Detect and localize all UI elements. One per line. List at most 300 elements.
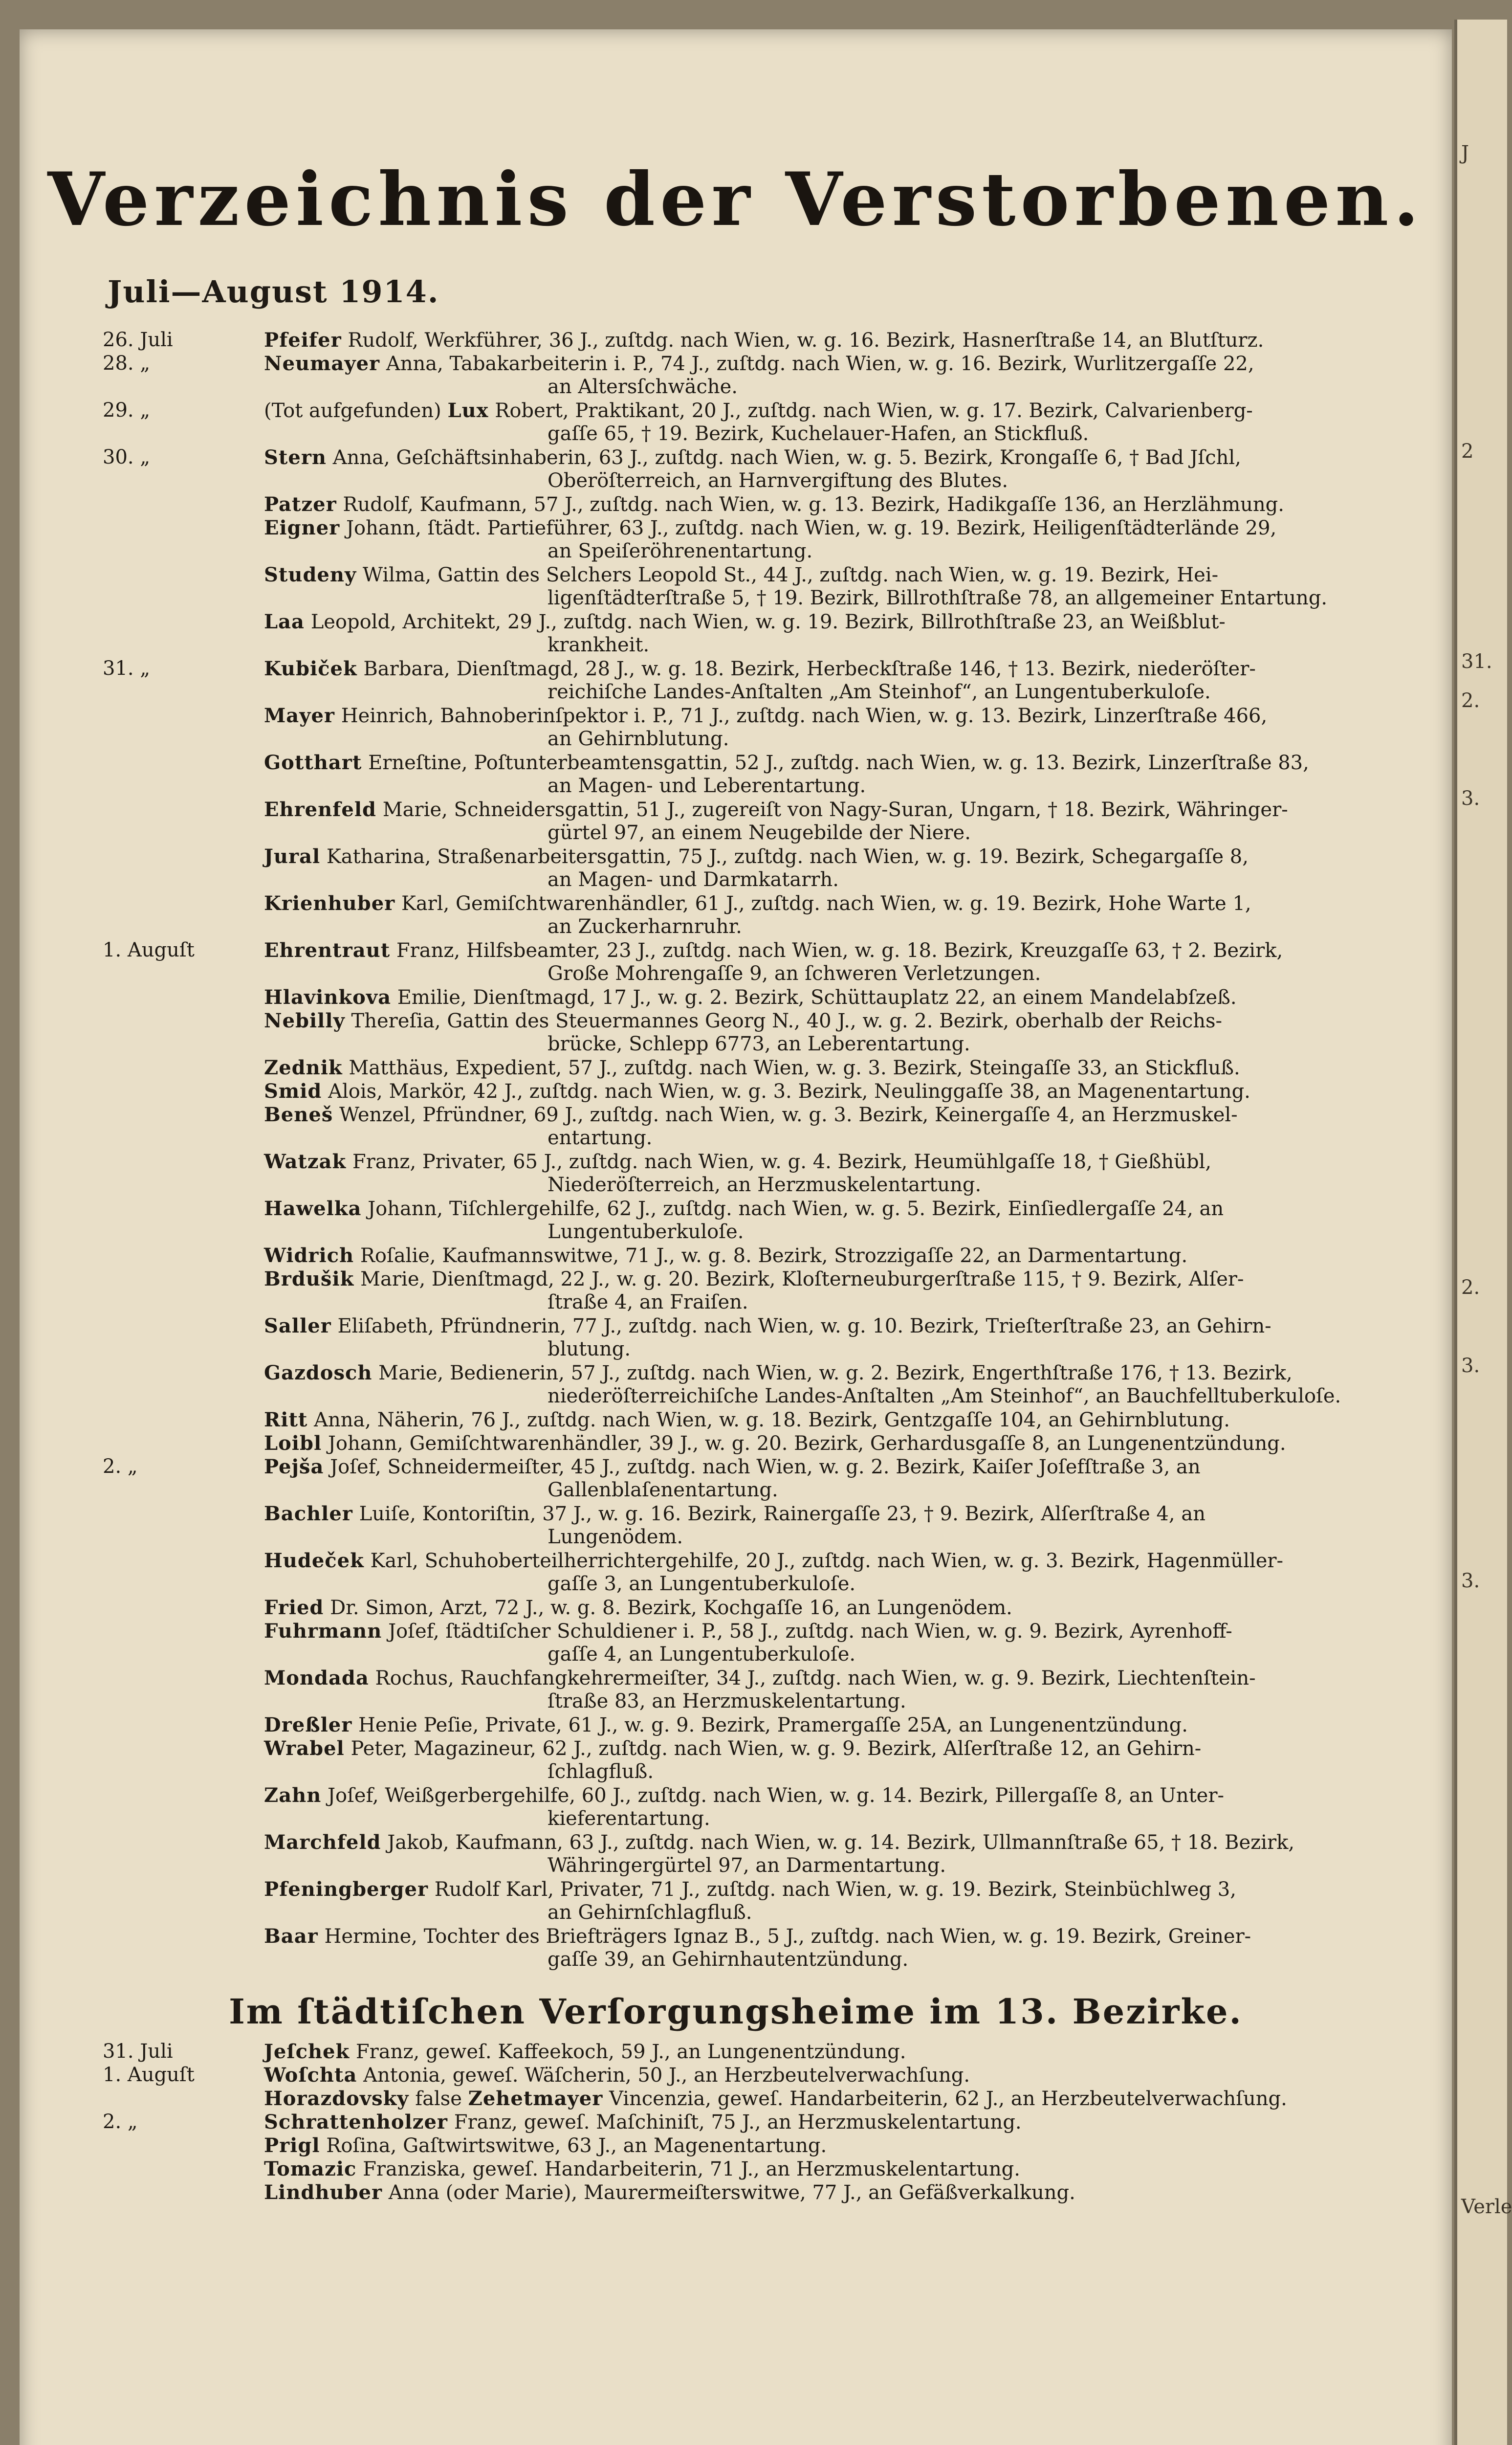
- entry-row: [20, 1361, 1452, 1385]
- deceased-name: Zednik: [264, 1056, 343, 1079]
- entry-continuation: [20, 634, 1452, 657]
- page-subtitle: Juli—August 1914.: [108, 274, 439, 310]
- entry-date: [103, 352, 213, 375]
- entry-row: [20, 1408, 1452, 1432]
- entry-date: [103, 329, 213, 351]
- entry-text: [264, 1549, 1283, 1572]
- entry-row: [20, 1620, 1452, 1643]
- entry-details: Eliſabeth, Pfründnerin, 77 J., zuſtdg. nach Wien, w. g. 10. Bezirk, Trieſterſtraße 23, an Gehirn-: [337, 1315, 1271, 1337]
- entry-day: 31.: [103, 657, 134, 680]
- entry-text: [548, 1033, 970, 1055]
- deceased-name: Brdušik: [264, 1267, 354, 1290]
- entry-text: [264, 1831, 1294, 1854]
- entry-row: [20, 1150, 1452, 1174]
- entry-row: [20, 657, 1452, 681]
- entry-text: [264, 1713, 1188, 1736]
- deceased-name: Jeſchek: [264, 2040, 350, 2063]
- entry-row: [20, 2181, 1452, 2204]
- entry-row: [20, 751, 1452, 775]
- deceased-name: Saller: [264, 1314, 331, 1337]
- entry-text: [264, 399, 1253, 422]
- deceased-name: Neumayer: [264, 352, 380, 375]
- entry-details: Anna, Tabakarbeiterin i. P., 74 J., zuſtdg. nach Wien, w. g. 16. Bezirk, Wurlitzergaſſe 22,: [386, 353, 1254, 375]
- entry-date: [103, 1455, 201, 1478]
- entry-details: Johann, ſtädt. Partieführer, 63 J., zuſtdg. nach Wien, w. g. 19. Bezirk, Heiligenſtädterlände 29,: [346, 517, 1277, 539]
- entry-text: [548, 1573, 855, 1595]
- entry-text: [548, 376, 738, 398]
- entry-text: [264, 1408, 1230, 1431]
- entry-row: [20, 610, 1452, 634]
- entry-text: [264, 1620, 1232, 1643]
- entry-continuation: [20, 376, 1452, 399]
- entry-text: [264, 2064, 970, 2087]
- entry-row: [20, 939, 1452, 962]
- deceased-name: Dreßler: [264, 1713, 352, 1736]
- adjacent-page-edge: [1454, 20, 1512, 2445]
- entry-continuation: [20, 1033, 1452, 1056]
- entry-text: [264, 657, 1256, 680]
- entry-details: Dr. Simon, Arzt, 72 J., w. g. 8. Bezirk, Kochgaſſe 16, an Lungenödem.: [330, 1597, 1012, 1619]
- document-page: [20, 29, 1452, 2445]
- entry-month: Juli: [140, 2040, 173, 2063]
- entry-details: Heinrich, Bahnoberinſpektor i. P., 71 J., zuſtdg. nach Wien, w. g. 13. Bezirk, Linzerſtraße 466,: [341, 705, 1268, 727]
- entry-date: [103, 2040, 213, 2063]
- entry-day: 28.: [103, 352, 134, 375]
- entry-continuation: [20, 775, 1452, 798]
- entry-month: „: [140, 657, 151, 680]
- entry-month: Juli: [140, 329, 173, 351]
- entry-text: [264, 1080, 1250, 1103]
- entry-row: [20, 1455, 1452, 1479]
- entry-details: reichiſche Landes-Anſtalten „Am Steinhof“, an Lungentuberkuloſe.: [548, 681, 1211, 703]
- entry-text: [264, 1925, 1251, 1948]
- entry-details: Rudolf Karl, Privater, 71 J., zuſtdg. nach Wien, w. g. 19. Bezirk, Steinbüchlweg 3,: [434, 1878, 1236, 1901]
- entry-details: Anna, Näherin, 76 J., zuſtdg. nach Wien, w. g. 18. Bezirk, Gentzgaſſe 104, an Gehirnblutung.: [314, 1409, 1230, 1431]
- entry-text: [548, 422, 1089, 445]
- entry-details: Franz, Privater, 65 J., zuſtdg. nach Wien, w. g. 4. Bezirk, Heumühlgaſſe 18, † Gießhübl,: [352, 1151, 1212, 1173]
- deceased-name: Gazdosch: [264, 1361, 373, 1384]
- entry-text: [548, 1291, 748, 1313]
- entry-details: blutung.: [548, 1338, 631, 1360]
- deceased-name: Baar: [264, 1925, 318, 1948]
- deceased-name: Horazdovsky: [264, 2087, 409, 2110]
- deceased-name: Stern: [264, 446, 327, 469]
- entry-details: an Speiſeröhrenentartung.: [548, 540, 813, 562]
- entry-month: „: [140, 399, 151, 422]
- entry-details: entartung.: [548, 1127, 653, 1149]
- entry-text: [264, 2181, 1075, 2204]
- deceased-name: Pfeifer: [264, 329, 342, 352]
- entry-details: Hermine, Tochter des Briefträgers Ignaz B., 5 J., zuſtdg. nach Wien, w. g. 19. Bezirk, Greiner-: [324, 1925, 1251, 1948]
- entry-note: false: [415, 2088, 462, 2110]
- entry-details: Katharina, Straßenarbeitersgattin, 75 J., zuſtdg. nach Wien, w. g. 19. Bezirk, Schegargaſſe 8,: [326, 845, 1249, 868]
- entry-details: Lungentuberkuloſe.: [548, 1221, 744, 1243]
- deceased-name: Ehrenfeld: [264, 798, 376, 821]
- entry-continuation: [20, 681, 1452, 704]
- entry-text: [548, 587, 1327, 609]
- deceased-name: Smid: [264, 1080, 322, 1103]
- entry-details: Oberöſterreich, an Harnvergiftung des Blutes.: [548, 469, 1008, 492]
- entry-month: „: [140, 352, 151, 375]
- adjacent-page-fragment: 2.: [1461, 1276, 1480, 1299]
- entry-row: [20, 2134, 1452, 2157]
- entry-row: [20, 1667, 1452, 1690]
- entry-details: Henie Peſie, Private, 61 J., w. g. 9. Bezirk, Pramergaſſe 25A, an Lungenentzündung.: [358, 1714, 1188, 1736]
- entry-text: [264, 563, 1218, 586]
- entry-details: Franz, geweſ. Kaffeekoch, 59 J., an Lungenentzündung.: [355, 2041, 906, 2063]
- entry-text: [264, 2157, 1020, 2180]
- entry-text: [264, 352, 1254, 375]
- entry-details: Johann, Tiſchlergehilfe, 62 J., zuſtdg. nach Wien, w. g. 5. Bezirk, Einſiedlergaſſe 24, an: [368, 1198, 1224, 1220]
- entry-details: gaſſe 4, an Lungentuberkuloſe.: [548, 1643, 856, 1666]
- entry-date: [103, 2111, 201, 2133]
- entry-text: [264, 2134, 827, 2157]
- entry-text: [264, 1667, 1256, 1689]
- deceased-name: Tomazic: [264, 2157, 357, 2180]
- deceased-name: Gotthart: [264, 751, 362, 774]
- entry-row: [20, 1713, 1452, 1737]
- entry-continuation: [20, 1127, 1452, 1150]
- entry-text: [264, 1455, 1201, 1478]
- entry-details: gürtel 97, an einem Neugebilde der Niere.: [548, 822, 971, 844]
- entry-row: [20, 2111, 1452, 2134]
- deceased-alias-name: Zehetmayer: [468, 2087, 603, 2110]
- entry-row: [20, 1502, 1452, 1526]
- entry-text: [548, 1526, 683, 1548]
- entry-details: kieferentartung.: [548, 1807, 710, 1830]
- entry-continuation: [20, 728, 1452, 751]
- entry-continuation: [20, 1573, 1452, 1596]
- entry-text: [548, 540, 812, 562]
- entry-text: [548, 915, 742, 938]
- entry-details: Peter, Magazineur, 62 J., zuſtdg. nach Wien, w. g. 9. Bezirk, Alſerſtraße 12, an Gehirn-: [351, 1737, 1202, 1760]
- entry-text: [264, 2087, 1287, 2110]
- deceased-name: Mondada: [264, 1667, 369, 1689]
- entry-text: [264, 892, 1251, 915]
- adjacent-page-fragment: 2: [1461, 440, 1474, 463]
- entry-day: 1.: [103, 2064, 122, 2086]
- entry-continuation: [20, 1526, 1452, 1549]
- section-title: Im ſtädtiſchen Verſorgungsheime im 13. Bezirke.: [229, 1991, 1243, 2032]
- entry-text: [264, 493, 1284, 516]
- deceased-name: Fuhrmann: [264, 1620, 382, 1643]
- deceased-name: Laa: [264, 610, 305, 633]
- deceased-name: Hawelka: [264, 1197, 362, 1220]
- entry-details: Joſef, ſtädtiſcher Schuldiener i. P., 58 J., zuſtdg. nach Wien, w. g. 9. Bezirk, Ayrenhoff-: [388, 1620, 1232, 1643]
- entry-details: Große Mohrengaſſe 9, an ſchweren Verletzungen.: [548, 962, 1041, 985]
- entry-text: [548, 1807, 710, 1830]
- entry-continuation: [20, 540, 1452, 563]
- entry-text: [548, 962, 1041, 985]
- entry-row: [20, 1103, 1452, 1127]
- entry-row: [20, 352, 1452, 376]
- entry-day: 29.: [103, 399, 134, 422]
- entry-details: Johann, Gemiſchtwarenhändler, 39 J., w. g. 20. Bezirk, Gerhardusgaſſe 8, an Lungenentzündung.: [328, 1432, 1286, 1455]
- entry-date: [103, 939, 201, 961]
- entry-row: [20, 563, 1452, 587]
- entry-text: [264, 1314, 1271, 1337]
- entry-text: [264, 939, 1283, 962]
- entry-text: [548, 1127, 652, 1149]
- entry-day: 26.: [103, 329, 134, 351]
- deceased-name: Ritt: [264, 1408, 308, 1431]
- deceased-name: Schrattenholzer: [264, 2111, 448, 2134]
- entry-row: [20, 845, 1452, 868]
- entry-text: [264, 1737, 1201, 1760]
- entry-details: an Magen- und Leberentartung.: [548, 775, 866, 797]
- deceased-name: Loibl: [264, 1432, 322, 1455]
- entry-text: [264, 516, 1276, 539]
- deceased-name: Patzer: [264, 493, 337, 516]
- entry-details: Gallenblaſenentartung.: [548, 1479, 778, 1501]
- entry-row: [20, 1009, 1452, 1033]
- entry-details: an Magen- und Darmkatarrh.: [548, 868, 839, 891]
- page-title: Verzeichnis der Verstorbenen.: [47, 156, 1424, 243]
- entry-details: Roſina, Gaſtwirtswitwe, 63 J., an Magenentartung.: [326, 2134, 827, 2157]
- entry-details: Währingergürtel 97, an Darmentartung.: [548, 1854, 946, 1877]
- entry-row: [20, 1314, 1452, 1338]
- entry-details: Rochus, Rauchfangkehrermeiſter, 34 J., zuſtdg. nach Wien, w. g. 9. Bezirk, Liechtenſtein-: [375, 1667, 1256, 1689]
- adjacent-page-fragment: 31.: [1461, 650, 1492, 673]
- entry-text: [548, 1338, 631, 1360]
- entry-details: Rudolf, Kaufmann, 57 J., zuſtdg. nach Wien, w. g. 13. Bezirk, Hadikgaſſe 136, an Herzlähmung.: [343, 493, 1285, 516]
- deceased-name: Watzak: [264, 1150, 347, 1173]
- adjacent-page-fragment: 2.: [1461, 689, 1480, 712]
- deceased-name: Nebilly: [264, 1009, 345, 1032]
- entry-details: Niederöſterreich, an Herzmuskelentartung.: [548, 1174, 982, 1196]
- entry-text: [264, 1267, 1244, 1290]
- deceased-name: Kubiček: [264, 657, 357, 680]
- deceased-name: Mayer: [264, 704, 335, 727]
- deceased-name: Zahn: [264, 1784, 322, 1807]
- entry-text: [264, 1361, 1293, 1384]
- entry-continuation: [20, 1385, 1452, 1408]
- deceased-name: Fried: [264, 1596, 324, 1619]
- entry-text: [264, 2040, 906, 2063]
- entry-text: [264, 1502, 1205, 1525]
- entry-row: [20, 329, 1452, 352]
- entry-details: Roſalie, Kaufmannswitwe, 71 J., w. g. 8. Bezirk, Strozzigaſſe 22, an Darmentartung.: [360, 1245, 1188, 1267]
- deceased-name: Studeny: [264, 563, 357, 586]
- entry-details: Marie, Schneidersgattin, 51 J., zugereiſt von Nagy-Suran, Ungarn, † 18. Bezirk, Währinger-: [382, 799, 1288, 821]
- entry-continuation: [20, 1174, 1452, 1197]
- entry-text: [548, 1948, 908, 1971]
- entry-details: Karl, Gemiſchtwarenhändler, 61 J., zuſtdg. nach Wien, w. g. 19. Bezirk, Hohe Warte 1,: [401, 892, 1251, 915]
- entry-details: ligenſtädterſtraße 5, † 19. Bezirk, Billrothſtraße 78, an allgemeiner Entartung.: [548, 587, 1328, 609]
- entry-day: 1.: [103, 939, 122, 961]
- deceased-name: Ehrentraut: [264, 939, 391, 962]
- death-register-list: [20, 329, 1452, 2204]
- entry-details: gaſſe 39, an Gehirnhautentzündung.: [548, 1948, 909, 1971]
- entry-details: Alois, Markör, 42 J., zuſtdg. nach Wien, w. g. 3. Bezirk, Neulinggaſſe 38, an Magenentartung.: [328, 1080, 1250, 1103]
- entry-text: [548, 1174, 981, 1196]
- entry-row: [20, 1878, 1452, 1901]
- entry-row: [20, 1784, 1452, 1807]
- deceased-name: Lux: [447, 399, 489, 422]
- deceased-name: Hudeček: [264, 1549, 364, 1572]
- entry-details: Emilie, Dienſtmagd, 17 J., w. g. 2. Bezirk, Schüttauplatz 22, an einem Mandelabſzeß.: [397, 986, 1237, 1009]
- entry-details: an Gehirnſchlagfluß.: [548, 1901, 752, 1924]
- entry-text: [548, 634, 649, 656]
- entry-row: [20, 1080, 1452, 1103]
- deceased-name: Hlavinkova: [264, 986, 391, 1009]
- adjacent-page-fragment: Verle: [1461, 2196, 1512, 2218]
- entry-details: Matthäus, Expedient, 57 J., zuſtdg. nach Wien, w. g. 3. Bezirk, Steingaſſe 33, an Stickfluß.: [349, 1057, 1240, 1079]
- entry-row: [20, 892, 1452, 915]
- entry-row: [20, 516, 1452, 540]
- entry-row: [20, 1267, 1452, 1291]
- entry-details: Robert, Praktikant, 20 J., zuſtdg. nach Wien, w. g. 17. Bezirk, Calvarienberg-: [495, 400, 1253, 422]
- entry-text: [264, 1432, 1286, 1455]
- entry-details: Wilma, Gattin des Selchers Leopold St., 44 J., zuſtdg. nach Wien, w. g. 19. Bezirk, Hei-: [362, 564, 1219, 586]
- entry-day: 31.: [103, 2040, 134, 2063]
- entry-details: Wenzel, Pfründner, 69 J., zuſtdg. nach Wien, w. g. 3. Bezirk, Keinergaſſe 4, an Herzmuskel-: [339, 1104, 1238, 1126]
- entry-text: [548, 728, 729, 750]
- entry-text: [264, 2111, 1022, 2134]
- entry-details: Thereſia, Gattin des Steuermannes Georg N., 40 J., w. g. 2. Bezirk, oberhalb der Reichs-: [351, 1010, 1223, 1032]
- deceased-name: Beneš: [264, 1103, 333, 1126]
- entry-details: an Gehirnblutung.: [548, 728, 729, 750]
- entry-row: [20, 446, 1452, 469]
- entry-details: Vincenzia, geweſ. Handarbeiterin, 62 J., an Herzbeutelverwachſung.: [609, 2088, 1287, 2110]
- entry-details: ſchlagfluß.: [548, 1760, 654, 1783]
- entry-row: [20, 1925, 1452, 1948]
- entry-row: [20, 2064, 1452, 2087]
- entry-continuation: [20, 1338, 1452, 1361]
- entry-text: [548, 681, 1211, 703]
- entry-continuation: [20, 868, 1452, 892]
- entry-details: Franziska, geweſ. Handarbeiterin, 71 J., an Herzmuskelentartung.: [363, 2158, 1020, 2180]
- entry-details: gaſſe 65, † 19. Bezirk, Kuchelauer-Hafen, an Stickfluß.: [548, 422, 1089, 445]
- deceased-name: Pfeningberger: [264, 1878, 429, 1901]
- entry-text: [548, 1854, 946, 1877]
- deceased-name: Widrich: [264, 1244, 354, 1267]
- entry-continuation: [20, 1948, 1452, 1972]
- entry-day: 30.: [103, 446, 134, 468]
- entry-month: Auguſt: [127, 939, 195, 961]
- adjacent-page-fragment: 3.: [1461, 1570, 1480, 1592]
- entry-row: [20, 399, 1452, 422]
- entry-text: [548, 1221, 744, 1243]
- entry-row: [20, 986, 1452, 1009]
- entry-details: Anna, Geſchäftsinhaberin, 63 J., zuſtdg. nach Wien, w. g. 5. Bezirk, Krongaſſe 6, † Bad Jſchl,: [332, 446, 1241, 469]
- entry-continuation: [20, 822, 1452, 845]
- entry-continuation: [20, 1690, 1452, 1713]
- entry-details: Leopold, Architekt, 29 J., zuſtdg. nach Wien, w. g. 19. Bezirk, Billrothſtraße 23, an Weißblut-: [310, 611, 1226, 633]
- adjacent-page-fragment: 3.: [1461, 787, 1480, 810]
- entry-continuation: [20, 1221, 1452, 1244]
- entry-continuation: [20, 1760, 1452, 1784]
- entry-month: „: [127, 2111, 138, 2133]
- entry-continuation: [20, 469, 1452, 493]
- entry-text: [264, 329, 1264, 352]
- entry-details: Anna (oder Marie), Maurermeiſterswitwe, 77 J., an Gefäßverkalkung.: [388, 2181, 1075, 2204]
- entry-continuation: [20, 1854, 1452, 1878]
- entry-details: Erneſtine, Poſtunterbeamtensgattin, 52 J., zuſtdg. nach Wien, w. g. 13. Bezirk, Linzerſtraße 83,: [368, 752, 1309, 774]
- entry-prefix: (Tot aufgefunden): [264, 400, 441, 422]
- entry-row: [20, 2040, 1452, 2064]
- entry-details: ſtraße 83, an Herzmuskelentartung.: [548, 1690, 906, 1712]
- entry-month: Auguſt: [127, 2064, 195, 2086]
- entry-day: 2.: [103, 2111, 122, 2133]
- entry-details: niederöſterreichiſche Landes-Anſtalten „Am Steinhof“, an Bauchfelltuberkuloſe.: [548, 1385, 1341, 1407]
- entry-row: [20, 2087, 1452, 2111]
- entry-details: Joſef, Schneidermeiſter, 45 J., zuſtdg. nach Wien, w. g. 2. Bezirk, Kaiſer Joſefſtraße 3, an: [330, 1456, 1201, 1478]
- entry-date: [103, 657, 213, 680]
- entry-text: [264, 986, 1237, 1009]
- entry-details: Barbara, Dienſtmagd, 28 J., w. g. 18. Bezirk, Herbeckſtraße 146, † 13. Bezirk, niederöſter-: [363, 658, 1256, 680]
- entry-day: 2.: [103, 1455, 122, 1478]
- deceased-name: Lindhuber: [264, 2181, 383, 2204]
- entry-details: Antonia, geweſ. Wäſcherin, 50 J., an Herzbeutelverwachſung.: [363, 2064, 970, 2087]
- entry-row: [20, 1056, 1452, 1080]
- deceased-name: Pejša: [264, 1455, 324, 1478]
- entry-details: Rudolf, Werkführer, 36 J., zuſtdg. nach Wien, w. g. 16. Bezirk, Hasnerſtraße 14, an Blutſturz.: [348, 329, 1264, 352]
- entry-row: [20, 1831, 1452, 1854]
- entry-details: krankheit.: [548, 634, 650, 656]
- entry-text: [264, 1197, 1224, 1220]
- entry-details: ſtraße 4, an Fraiſen.: [548, 1291, 748, 1313]
- entry-continuation: [20, 1479, 1452, 1502]
- entry-continuation: [20, 587, 1452, 610]
- entry-row: [20, 704, 1452, 728]
- adjacent-page-fragment: 3.: [1461, 1355, 1480, 1377]
- entry-continuation: [20, 1643, 1452, 1667]
- entry-text: [264, 1150, 1211, 1173]
- entry-details: Lungenödem.: [548, 1526, 683, 1548]
- deceased-name: Wrabel: [264, 1737, 345, 1760]
- entry-row: [20, 493, 1452, 516]
- section-heading: [20, 1972, 1452, 2040]
- entry-row: [20, 1197, 1452, 1221]
- entry-continuation: [20, 422, 1452, 446]
- entry-text: [264, 751, 1309, 774]
- entry-row: [20, 1244, 1452, 1267]
- care-home-register-list: [20, 2040, 1452, 2204]
- entry-row: [20, 798, 1452, 822]
- deceased-name: Krienhuber: [264, 892, 395, 915]
- entry-text: [264, 1103, 1238, 1126]
- entry-details: Karl, Schuhoberteilherrichtergehilfe, 20 J., zuſtdg. nach Wien, w. g. 3. Bezirk, Hagenmüller-: [370, 1550, 1284, 1572]
- entry-details: Marie, Bedienerin, 57 J., zuſtdg. nach Wien, w. g. 2. Bezirk, Engerthſtraße 176, † 13. Bezirk,: [378, 1362, 1293, 1384]
- entry-text: [548, 469, 1008, 492]
- entry-text: [264, 1784, 1224, 1807]
- deceased-name: Prigl: [264, 2134, 320, 2157]
- entry-continuation: [20, 1807, 1452, 1831]
- entry-date: [103, 399, 213, 422]
- entry-text: [548, 868, 839, 891]
- deceased-name: Jural: [264, 845, 321, 868]
- entry-text: [548, 1385, 1341, 1407]
- entry-month: „: [127, 1455, 138, 1478]
- entry-text: [264, 1244, 1187, 1267]
- entry-details: brücke, Schlepp 6773, an Leberentartung.: [548, 1033, 970, 1055]
- adjacent-page-fragment: J: [1461, 142, 1469, 164]
- entry-text: [548, 1760, 654, 1783]
- entry-text: [264, 798, 1288, 821]
- entry-text: [264, 446, 1241, 469]
- entry-text: [264, 610, 1226, 633]
- deceased-name: Eigner: [264, 516, 340, 539]
- entry-text: [264, 1056, 1240, 1079]
- entry-text: [548, 775, 866, 797]
- entry-text: [264, 845, 1249, 868]
- deceased-name: Woſchta: [264, 2064, 357, 2087]
- entry-details: Jakob, Kaufmann, 63 J., zuſtdg. nach Wien, w. g. 14. Bezirk, Ullmannſtraße 65, † 18. Bezirk,: [387, 1831, 1295, 1854]
- entry-text: [548, 1643, 855, 1666]
- entry-text: [548, 1690, 906, 1712]
- entry-month: „: [140, 446, 151, 468]
